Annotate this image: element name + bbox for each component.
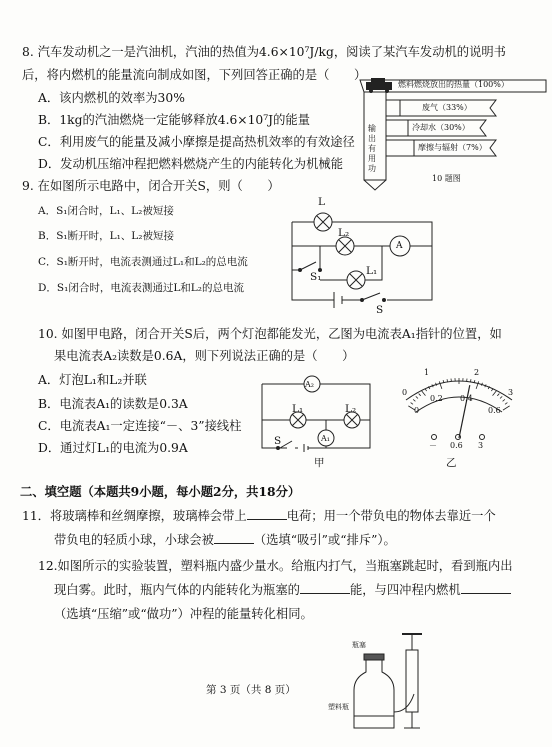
flow-label-cooling: 冷却水（30%） [412,123,470,132]
flow-label-exhaust: 废气（33%） [422,103,472,112]
q11-blank-1[interactable] [247,508,287,520]
stopper-label: 瓶塞 [352,641,366,649]
q11-line1 [22,508,496,524]
q9-switch-s1-label: S₁ [310,271,322,283]
q11-line2 [54,532,396,548]
q10-option-c: C．电流表A₁一定连接“－、3”接线柱 [38,419,242,433]
q9-switch-s-label: S [376,304,384,316]
q12-blank-1[interactable] [300,582,350,594]
q10-ammeter-a2-label: A₂ [305,380,314,389]
bottle-outline [354,660,394,728]
dial-tick [411,403,413,405]
section2-title: 二、填空题（本题共9小题，每小题2分，共18分） [20,484,301,499]
q9-lamp-l1-label: L₁ [366,265,378,277]
dial-tick [493,391,497,396]
q8-option-b: B．1kg的汽油燃烧一定能够释放4.6×10⁷J的能量 [38,113,311,127]
dial-tick [413,399,415,401]
q12-text-2: 现白雾。此时，瓶内气体的内能转化为瓶塞的 [54,583,300,597]
q9-circuit-diagram [292,200,442,320]
q9-option-c: C．S₁断开时，电流表测通过L₁和L₂的总电流 [38,256,248,268]
q12-line3: （选填“压缩”或“做功”）冲程的能量转化相同。 [54,607,313,621]
q9-ammeter-label: A [396,241,403,251]
q10-jia-caption: 甲 [314,457,325,469]
stopper-shape [364,654,384,660]
q10-switch-s-label: S [274,435,282,447]
q8-option-c: C．利用废气的能量及减小摩擦是提高热机效率的有效途径 [38,135,355,149]
dial-tick [422,391,426,396]
q10-option-a: A．灯泡L₁和L₂并联 [38,373,147,387]
dial-outer-3: 3 [508,388,514,397]
q9-option-d: D．S₁闭合时，电流表测通过L和L₂的总电流 [38,282,244,294]
dial-inner-0-6: 0.6 [488,406,501,415]
q10-yi-caption: 乙 [446,457,457,469]
q11-text-1: 11．将玻璃棒和丝绸摩擦，玻璃棒会带上 [22,509,247,523]
dial-tick [439,381,442,389]
q12-blank-2[interactable] [461,582,511,594]
q10-ammeter-a1-label: A₁ [321,434,330,443]
dial-tick [505,403,507,405]
q8-option-d: D．发动机压缩冲程把燃料燃烧产生的内能转化为机械能 [38,157,343,171]
flow-figure-caption: 10 题图 [432,174,461,183]
dial-outer-0: 0 [402,388,408,397]
q9-stem: 9. 在如图所示电路中，闭合开关S，则（ ） [22,179,280,193]
q12-text-3: 能，与四冲程内燃机 [349,583,461,597]
dial-tick [497,394,499,396]
terminal-0-6: 0.6 [450,441,463,450]
q9-lamp-l-label: L [318,196,325,208]
dial-tick [419,394,421,396]
q11-text-4: （选填“吸引”或“排斥”）。 [253,533,396,547]
q8-option-a: A．该内燃机的效率为30% [38,91,185,105]
q10-stem-line1: 10. 如图甲电路，闭合开关S后，两个灯泡都能发光，乙图为电流表A₁指针的位置，如 [38,327,502,341]
q9-option-b: B．S₁断开时，L₁、L₂被短接 [38,230,174,242]
q11-text-3: 带负电的轻质小球，小球会被 [54,533,214,547]
dial-tick [500,396,502,398]
q8-stem-line1: 8. 汽车发动机之一是汽油机，汽油的热值为4.6×10⁷J/kg，阅读了某汽车发动机的说明书 [22,45,506,59]
dial-outer-2: 2 [474,368,480,377]
q10-lamp-l1-label: L₁ [292,403,304,415]
dial-tick [416,396,418,398]
dial-outer-1: 1 [424,368,430,377]
flow-label-output: 输出有用功 [368,124,376,173]
dial-tick [503,399,505,401]
q10-option-b: B．电流表A₁的读数是0.3A [38,397,188,411]
bottle-label: 塑料瓶 [328,703,349,711]
q11-text-2: 电荷；用一个带负电的物体去靠近一个 [286,509,496,523]
dial-tick [476,381,479,389]
dial-inner-0: 0 [414,406,420,415]
q9-option-a: A．S₁闭合时，L₁、L₂被短接 [38,205,174,217]
terminal-3: 3 [478,441,484,450]
dial-inner-0-4: 0.4 [460,394,473,403]
q11-blank-2[interactable] [214,532,254,544]
q12-line2 [54,582,511,598]
terminal-minus: － [429,441,437,450]
q12-line1: 12.如图所示的实验装置，塑料瓶内盛少量水。给瓶内打气，当瓶塞跳起时，看到瓶内出 [38,559,513,573]
flow-label-total: 燃料燃烧放出的热量（100%） [398,80,509,89]
page-footer: 第 3 页（共 8 页） [206,684,296,696]
q9-lamp-l2-label: L₂ [338,227,350,239]
flow-label-friction: 摩擦与辐射（7%） [418,143,487,152]
q8-stem-line2: 后，将内燃机的能量流向制成如图，下列回答正确的是（ ） [22,68,367,82]
dial-inner-0-2: 0.2 [430,394,443,403]
dial-tick [503,406,510,410]
q10-lamp-l2-label: L₂ [345,403,357,415]
q10-option-d: D．通过灯L₁的电流为0.9A [38,441,188,455]
q10-stem-line2: 果电流表A₂读数是0.6A，则下列说法正确的是（ ） [54,349,355,363]
